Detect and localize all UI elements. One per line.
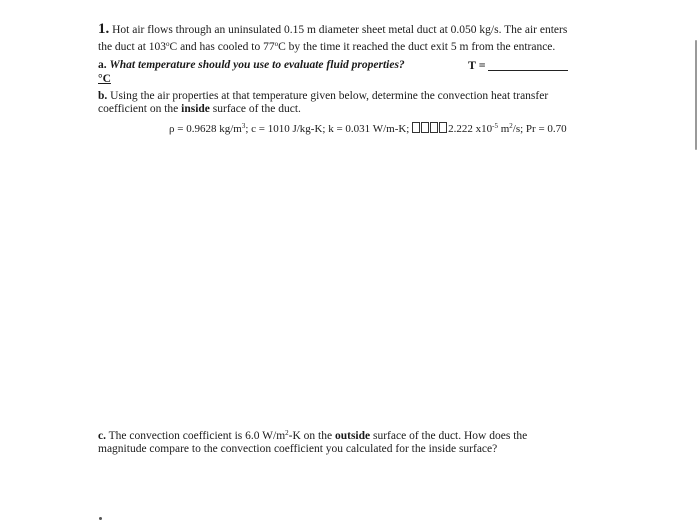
part-b-text: surface of the duct. bbox=[212, 103, 301, 115]
exponent: 2 bbox=[285, 429, 289, 437]
part-a-label: a. bbox=[98, 59, 107, 71]
temperature-unit: °C bbox=[98, 73, 111, 85]
temperature-answer-field[interactable] bbox=[468, 58, 568, 73]
problem-line-2 bbox=[98, 40, 555, 54]
intro-segment: C by the time it reached the duct exit 5 m from the entrance. bbox=[278, 41, 556, 53]
missing-glyph-boxes bbox=[412, 122, 448, 135]
viscosity-value: 2.222 x10 bbox=[448, 123, 493, 135]
part-c-label: c. bbox=[98, 430, 106, 442]
exponent: 3 bbox=[241, 122, 246, 130]
scrollbar[interactable] bbox=[695, 40, 697, 150]
part-b-label: b. bbox=[98, 90, 108, 102]
intro-segment: C and has cooled to 77 bbox=[169, 41, 275, 53]
part-c-text: -K on the bbox=[288, 430, 333, 442]
viscosity-unit: m bbox=[497, 123, 510, 135]
part-c-line-1 bbox=[98, 429, 527, 443]
air-properties bbox=[169, 122, 567, 135]
part-b-line-1 bbox=[98, 89, 548, 103]
answer-blank[interactable] bbox=[488, 60, 568, 71]
part-c-line-2: magnitude compare to the convection coefficient you calculated for the inside surface? bbox=[98, 443, 498, 455]
exponent: 2 bbox=[509, 122, 513, 130]
part-c-text: The convection coefficient is 6.0 W/m bbox=[108, 430, 286, 442]
part-c-text: surface of the duct. How does the bbox=[373, 430, 528, 442]
intro-segment: the duct at 103 bbox=[98, 41, 167, 53]
density-value: ρ = 0.9628 kg/m bbox=[169, 123, 242, 135]
missing-glyph-icon bbox=[421, 122, 429, 133]
degree-mark: o bbox=[274, 40, 279, 48]
problem-number: 1. bbox=[98, 21, 110, 37]
part-b-line-2 bbox=[98, 102, 301, 116]
specific-heat-conductivity: ; c = 1010 J/kg-K; k = 0.031 W/m-K; bbox=[245, 123, 410, 135]
missing-glyph-icon bbox=[412, 122, 420, 133]
part-a-question bbox=[98, 58, 405, 72]
prandtl-value: /s; Pr = 0.70 bbox=[512, 123, 567, 135]
part-b-text: Using the air properties at that temperature given below, determine the convection heat transfer bbox=[110, 90, 549, 102]
problem-line-1 bbox=[98, 22, 567, 37]
part-c-emphasis: outside bbox=[334, 430, 371, 442]
missing-glyph-icon bbox=[439, 122, 447, 133]
degree-mark: o bbox=[166, 40, 170, 48]
part-b-text: coefficient on the bbox=[98, 103, 179, 115]
part-a-text: What temperature should you use to evaluate fluid properties? bbox=[109, 59, 405, 71]
exponent: -5 bbox=[492, 122, 498, 130]
problem-intro-text: Hot air flows through an uninsulated 0.15 m diameter sheet metal duct at 0.050 kg/s. The air enters bbox=[112, 24, 568, 36]
part-b-emphasis: inside bbox=[181, 103, 210, 115]
missing-glyph-icon bbox=[430, 122, 438, 133]
answer-label: T = bbox=[468, 58, 486, 72]
